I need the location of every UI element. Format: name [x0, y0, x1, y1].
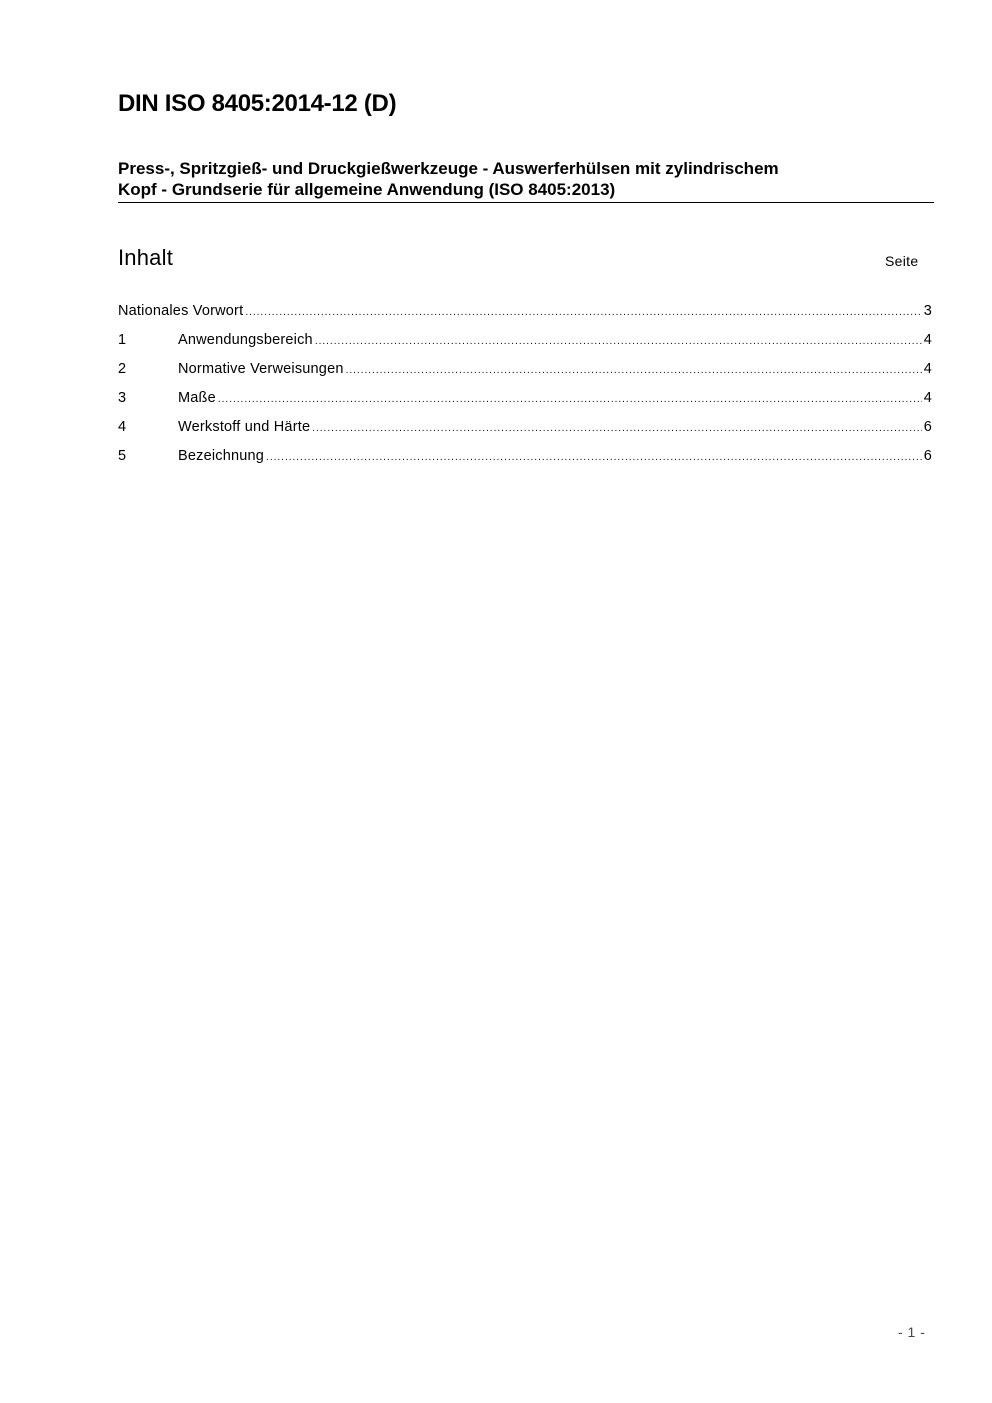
table-of-contents — [118, 301, 932, 475]
toc-entry-number: 2 — [118, 361, 127, 377]
toc-entry-werkstoff-und-haerte[interactable] — [118, 417, 932, 446]
toc-entry-bezeichnung[interactable] — [118, 446, 932, 475]
toc-entry-text: Anwendungsbereich — [178, 332, 313, 348]
toc-dot-leader — [266, 448, 922, 468]
toc-entry-anwendungsbereich[interactable] — [118, 330, 932, 359]
toc-entry-page: 6 — [923, 419, 932, 435]
toc-entry-number: 3 — [118, 390, 127, 406]
toc-entry-number: 4 — [118, 419, 127, 435]
document-subtitle — [118, 158, 934, 203]
toc-entry-nationales-vorwort[interactable] — [118, 301, 932, 330]
toc-dot-leader — [346, 361, 922, 381]
toc-entry-number: 1 — [118, 332, 127, 348]
toc-entry-page: 6 — [923, 448, 932, 464]
document-subtitle-line-1: Press-, Spritzgieß- und Druckgießwerkzeuge - Auswerferhülsen mit zylindrischem — [118, 159, 779, 178]
toc-entry-page: 4 — [923, 332, 932, 348]
toc-entry-page: 4 — [923, 390, 932, 406]
document-title: DIN ISO 8405:2014-12 (D) — [118, 90, 397, 117]
toc-entry-text: Bezeichnung — [178, 448, 265, 464]
toc-entry-text: Nationales Vorwort — [118, 303, 244, 319]
toc-entry-masse[interactable] — [118, 388, 932, 417]
toc-heading: Inhalt — [118, 245, 174, 270]
toc-entry-number: 5 — [118, 448, 127, 464]
toc-dot-leader — [245, 303, 921, 323]
toc-dot-leader — [312, 419, 922, 439]
toc-entry-text: Normative Verweisungen — [178, 361, 344, 377]
document-subtitle-line-2: Kopf - Grundserie für allgemeine Anwendung (ISO 8405:2013) — [118, 180, 616, 199]
toc-entry-page: 3 — [923, 303, 932, 319]
toc-entry-text: Maße — [178, 390, 216, 406]
toc-page-column-label: Seite — [885, 253, 919, 269]
page-number: - 1 - — [898, 1324, 926, 1340]
toc-entry-text: Werkstoff und Härte — [178, 419, 311, 435]
toc-entry-normative-verweisungen[interactable] — [118, 359, 932, 388]
toc-dot-leader — [218, 390, 922, 410]
toc-entry-page: 4 — [923, 361, 932, 377]
toc-dot-leader — [315, 332, 922, 352]
